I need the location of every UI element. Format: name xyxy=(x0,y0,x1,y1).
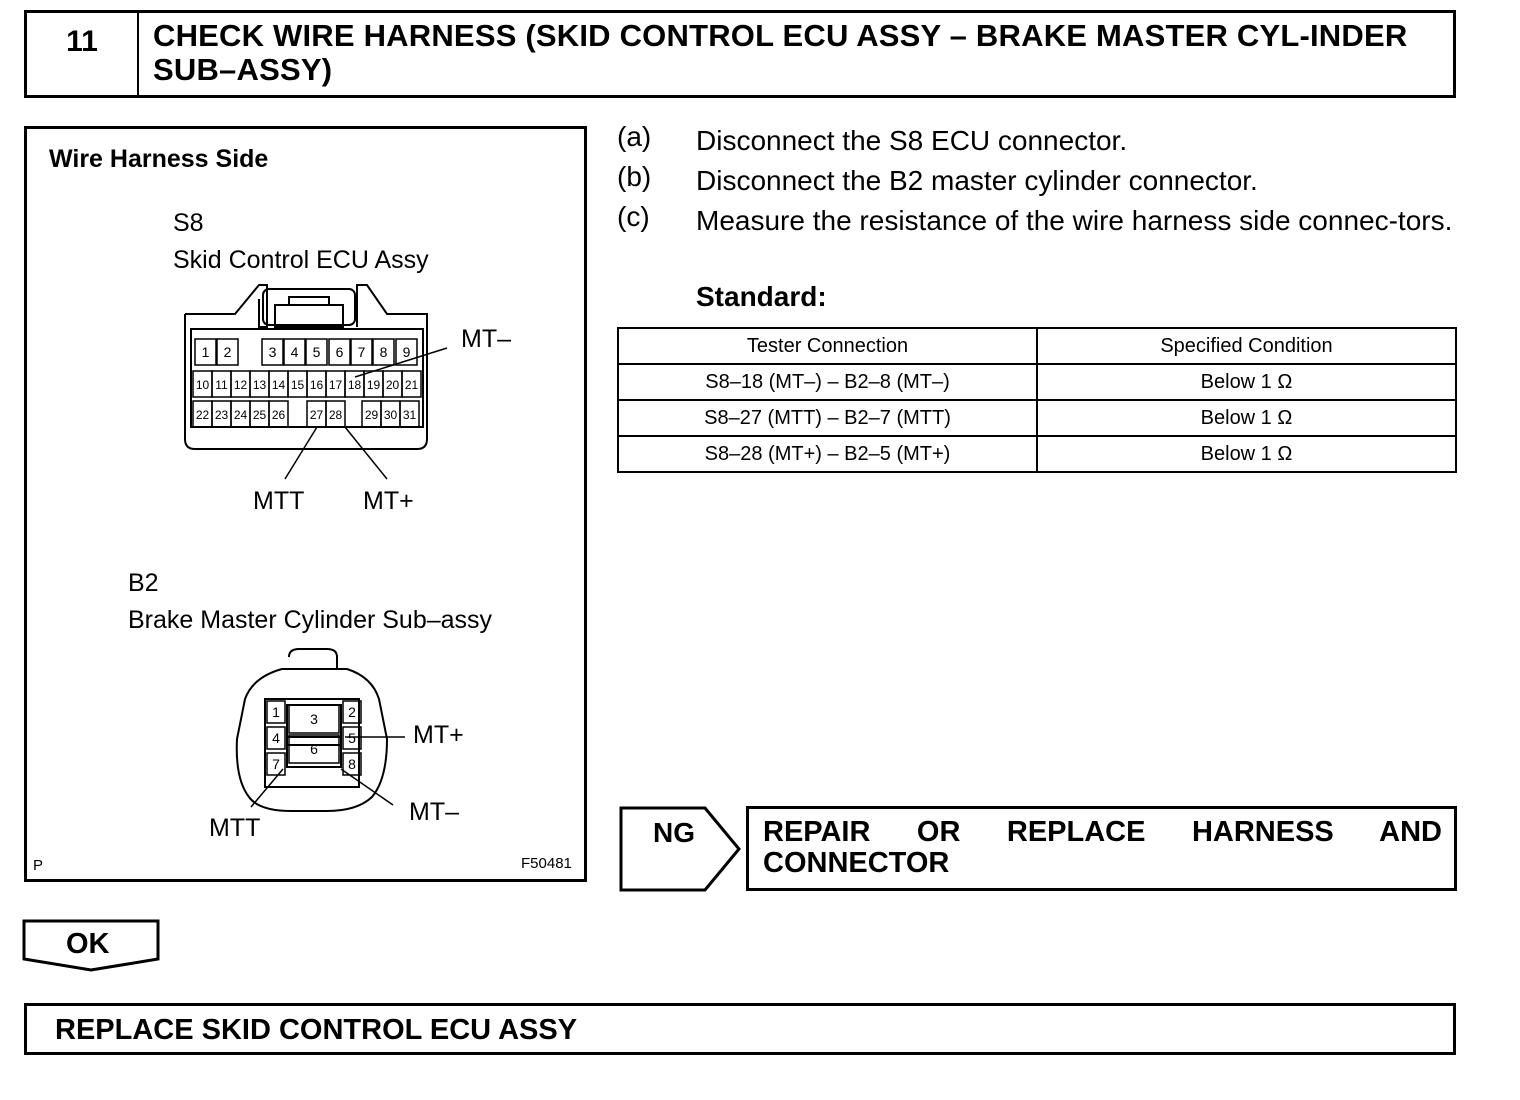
s8-pin-19 xyxy=(364,371,383,397)
svg-text:1: 1 xyxy=(201,344,210,360)
ng-label: NG xyxy=(653,817,695,848)
step-c-text: Measure the resistance of the wire harness side connec-tors. xyxy=(696,205,1453,236)
svg-text:22: 22 xyxy=(195,408,210,422)
b2-callout-lines xyxy=(251,737,405,807)
svg-text:14: 14 xyxy=(271,378,286,392)
s8-pin-14 xyxy=(269,371,288,397)
s8-pin-1 xyxy=(195,339,216,365)
figure-id: F50481 xyxy=(521,855,572,872)
svg-text:12: 12 xyxy=(233,378,248,392)
step-header xyxy=(24,10,1456,98)
s8-pin-20 xyxy=(383,371,402,397)
svg-text:30: 30 xyxy=(383,408,398,422)
svg-text:13: 13 xyxy=(252,378,267,392)
step-a-letter: (a) xyxy=(617,121,652,152)
svg-text:7: 7 xyxy=(357,344,366,360)
svg-text:17: 17 xyxy=(328,378,343,392)
specified-condition-cell: Below 1 Ω xyxy=(1037,364,1456,400)
step-b-letter: (b) xyxy=(617,161,652,192)
svg-text:24: 24 xyxy=(233,408,248,422)
step-number: 11 xyxy=(27,13,139,95)
connector-diagrams xyxy=(27,129,584,879)
table-row xyxy=(618,364,1456,400)
s8-pin-22 xyxy=(193,401,212,427)
s8-pin-7 xyxy=(351,339,372,365)
s8-pin-8 xyxy=(373,339,394,365)
s8-pin-16 xyxy=(307,371,326,397)
b2-connector-name: Brake Master Cylinder Sub–assy xyxy=(128,606,493,634)
b2-pin-6 xyxy=(289,735,339,763)
s8-pin-15 xyxy=(288,371,307,397)
s8-pin-2 xyxy=(217,339,238,365)
b2-connector-code: B2 xyxy=(128,569,159,597)
s8-callout-mt-minus: MT– xyxy=(461,325,511,353)
s8-pin-10 xyxy=(193,371,212,397)
s8-pin-24 xyxy=(231,401,250,427)
b2-callout-mtt: MTT xyxy=(209,814,261,842)
svg-text:18: 18 xyxy=(347,378,362,392)
svg-text:10: 10 xyxy=(195,378,210,392)
s8-pin-31 xyxy=(400,401,419,427)
s8-pin-23 xyxy=(212,401,231,427)
svg-text:4: 4 xyxy=(272,730,280,746)
svg-text:3: 3 xyxy=(268,344,277,360)
table-header-row xyxy=(618,328,1456,364)
svg-text:8: 8 xyxy=(379,344,388,360)
svg-text:7: 7 xyxy=(272,756,280,772)
step-title: CHECK WIRE HARNESS (SKID CONTROL ECU ASSY – BRAKE MASTER CYL-INDER SUB–ASSY) xyxy=(153,18,1408,87)
s8-connector-body xyxy=(185,285,427,449)
ok-action-text: REPLACE SKID CONTROL ECU ASSY xyxy=(55,1014,578,1046)
s8-pin-3 xyxy=(262,339,283,365)
svg-text:15: 15 xyxy=(290,378,305,392)
svg-text:26: 26 xyxy=(271,408,286,422)
svg-text:11: 11 xyxy=(215,378,228,392)
s8-pin-21 xyxy=(402,371,421,397)
s8-pin-26 xyxy=(269,401,288,427)
b2-connector-body xyxy=(237,649,387,811)
ok-action-box xyxy=(24,1003,1456,1055)
ng-action-text: REPAIR OR REPLACE HARNESS AND CONNECTOR xyxy=(763,816,1442,879)
figure-title: Wire Harness Side xyxy=(49,145,269,173)
b2-pin-3 xyxy=(289,705,339,733)
wire-harness-figure xyxy=(24,126,587,882)
svg-text:4: 4 xyxy=(290,344,299,360)
b2-pin-7 xyxy=(267,753,285,775)
column-header: Specified Condition xyxy=(1037,328,1456,364)
s8-pin-13 xyxy=(250,371,269,397)
s8-pin-5 xyxy=(306,339,327,365)
s8-pin-25 xyxy=(250,401,269,427)
tester-connection-cell: S8–18 (MT–) – B2–8 (MT–) xyxy=(618,364,1037,400)
svg-text:28: 28 xyxy=(328,408,343,422)
b2-pin-4 xyxy=(267,727,285,749)
s8-callout-mtt: MTT xyxy=(253,487,305,515)
svg-text:23: 23 xyxy=(214,408,229,422)
svg-text:21: 21 xyxy=(404,378,419,392)
s8-callout-mt-plus: MT+ xyxy=(363,487,414,515)
svg-text:8: 8 xyxy=(348,756,356,772)
svg-text:5: 5 xyxy=(312,344,321,360)
tester-connection-cell: S8–28 (MT+) – B2–5 (MT+) xyxy=(618,436,1037,472)
s8-connector-code: S8 xyxy=(173,209,204,237)
svg-text:27: 27 xyxy=(309,408,324,422)
svg-text:16: 16 xyxy=(309,378,324,392)
svg-text:20: 20 xyxy=(385,378,400,392)
s8-pin-30 xyxy=(381,401,400,427)
s8-connector-name: Skid Control ECU Assy xyxy=(173,246,429,274)
s8-pin-27 xyxy=(307,401,326,427)
s8-pin-11 xyxy=(212,371,231,397)
step-b-text: Disconnect the B2 master cylinder connector. xyxy=(696,165,1258,196)
b2-callout-mt-plus: MT+ xyxy=(413,721,464,749)
svg-text:19: 19 xyxy=(366,378,381,392)
s8-pin-4 xyxy=(284,339,305,365)
b2-callout-mt-minus: MT– xyxy=(409,798,459,826)
table-row xyxy=(618,400,1456,436)
s8-pin-17 xyxy=(326,371,345,397)
table-row xyxy=(618,436,1456,472)
tester-connection-cell: S8–27 (MTT) – B2–7 (MTT) xyxy=(618,400,1037,436)
column-header: Tester Connection xyxy=(618,328,1037,364)
svg-text:25: 25 xyxy=(252,408,267,422)
svg-text:2: 2 xyxy=(348,704,356,720)
svg-text:31: 31 xyxy=(402,408,417,422)
s8-pin-12 xyxy=(231,371,250,397)
b2-pin-1 xyxy=(267,701,285,723)
svg-text:9: 9 xyxy=(402,344,411,360)
svg-text:5: 5 xyxy=(348,730,356,746)
specified-condition-cell: Below 1 Ω xyxy=(1037,400,1456,436)
specified-condition-cell: Below 1 Ω xyxy=(1037,436,1456,472)
svg-text:6: 6 xyxy=(335,344,344,360)
step-a-text: Disconnect the S8 ECU connector. xyxy=(696,125,1128,156)
ng-action-box xyxy=(746,806,1457,891)
s8-pin-grid xyxy=(193,339,421,427)
s8-pin-28 xyxy=(326,401,345,427)
svg-text:29: 29 xyxy=(364,408,379,422)
svg-text:2: 2 xyxy=(223,344,232,360)
ok-label: OK xyxy=(66,928,110,960)
s8-pin-6 xyxy=(329,339,350,365)
svg-text:1: 1 xyxy=(272,704,280,720)
standard-label: Standard: xyxy=(696,281,827,312)
svg-text:6: 6 xyxy=(310,741,318,757)
step-c-letter: (c) xyxy=(617,201,650,232)
figure-corner-left: P xyxy=(33,857,44,874)
svg-text:3: 3 xyxy=(310,711,318,727)
resistance-spec-table xyxy=(617,327,1457,473)
s8-pin-29 xyxy=(362,401,381,427)
